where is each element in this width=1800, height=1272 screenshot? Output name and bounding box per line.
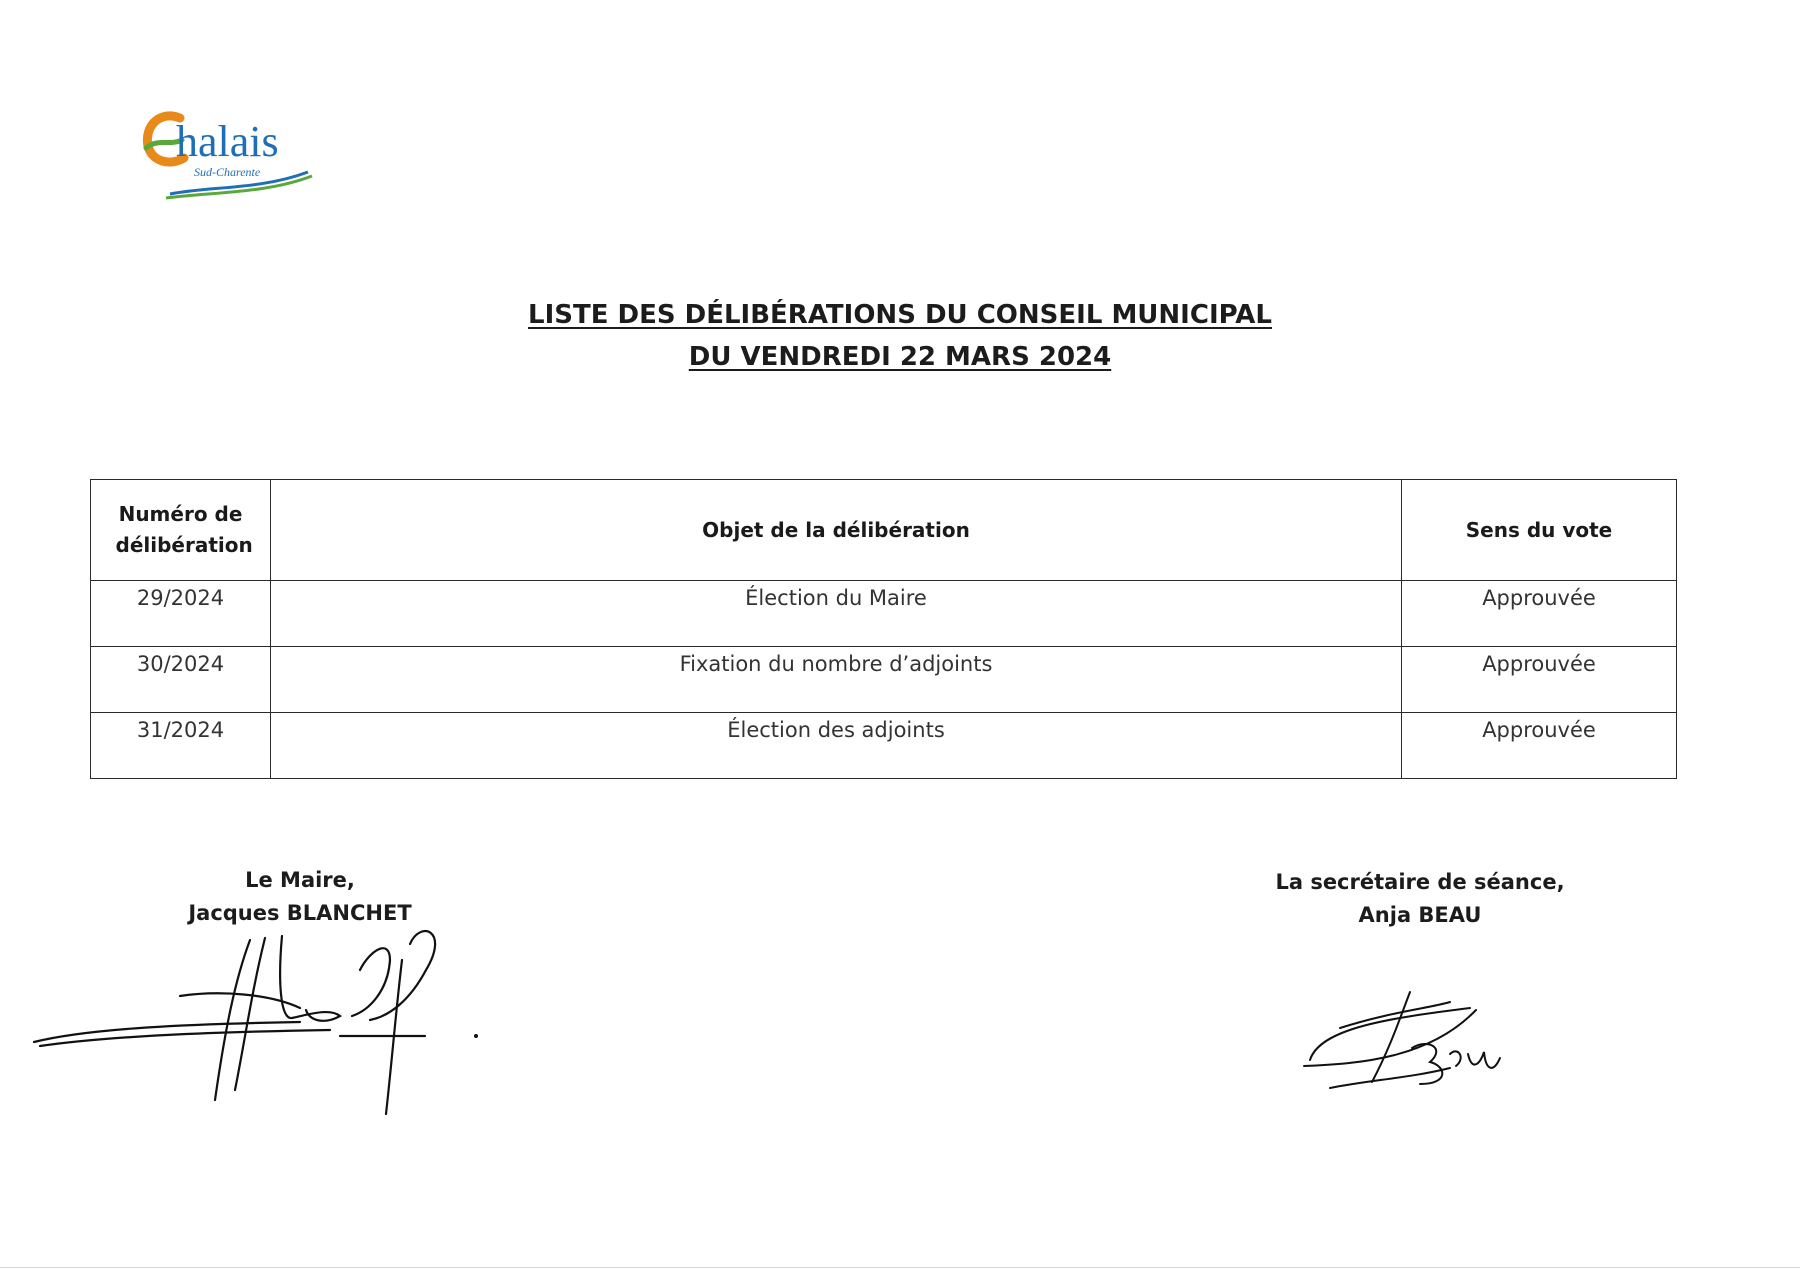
table-header-row [91, 480, 1677, 581]
header-numero-label: Numéro de délibération [115, 502, 253, 557]
header-objet: Objet de la délibération [271, 480, 1402, 581]
secretary-signature [1300, 988, 1520, 1098]
scan-edge-line [0, 1267, 1800, 1268]
header-vote: Sens du vote [1402, 480, 1677, 581]
title-line-1: LISTE DES DÉLIBÉRATIONS DU CONSEIL MUNICIPAL [528, 300, 1272, 330]
cell-numero: 30/2024 [91, 647, 271, 713]
cell-vote: Approuvée [1402, 647, 1677, 713]
title-line-2: DU VENDREDI 22 MARS 2024 [688, 342, 1112, 372]
cell-numero: 29/2024 [91, 581, 271, 647]
secretary-role: La secrétaire de séance, [1275, 870, 1565, 894]
table-row [91, 581, 1677, 647]
cell-numero: 31/2024 [91, 713, 271, 779]
cell-objet: Élection des adjoints [271, 713, 1402, 779]
header-numero [91, 480, 271, 581]
mayor-signature [30, 920, 490, 1120]
cell-vote: Approuvée [1402, 581, 1677, 647]
deliberations-table [90, 479, 1677, 779]
secretary-signature-block [1270, 866, 1570, 932]
document-title [0, 294, 1800, 378]
cell-objet: Élection du Maire [271, 581, 1402, 647]
svg-text:Sud-Charente: Sud-Charente [194, 165, 261, 179]
table-row [91, 647, 1677, 713]
chalais-logo [140, 100, 320, 210]
chalais-logo-image [140, 100, 320, 210]
mayor-role: Le Maire, [245, 868, 355, 892]
svg-text:halais: halais [176, 117, 279, 166]
secretary-name: Anja BEAU [1358, 903, 1482, 927]
table-row [91, 713, 1677, 779]
mayor-name: Jacques BLANCHET [188, 901, 412, 925]
cell-objet: Fixation du nombre d’adjoints [271, 647, 1402, 713]
cell-vote: Approuvée [1402, 713, 1677, 779]
